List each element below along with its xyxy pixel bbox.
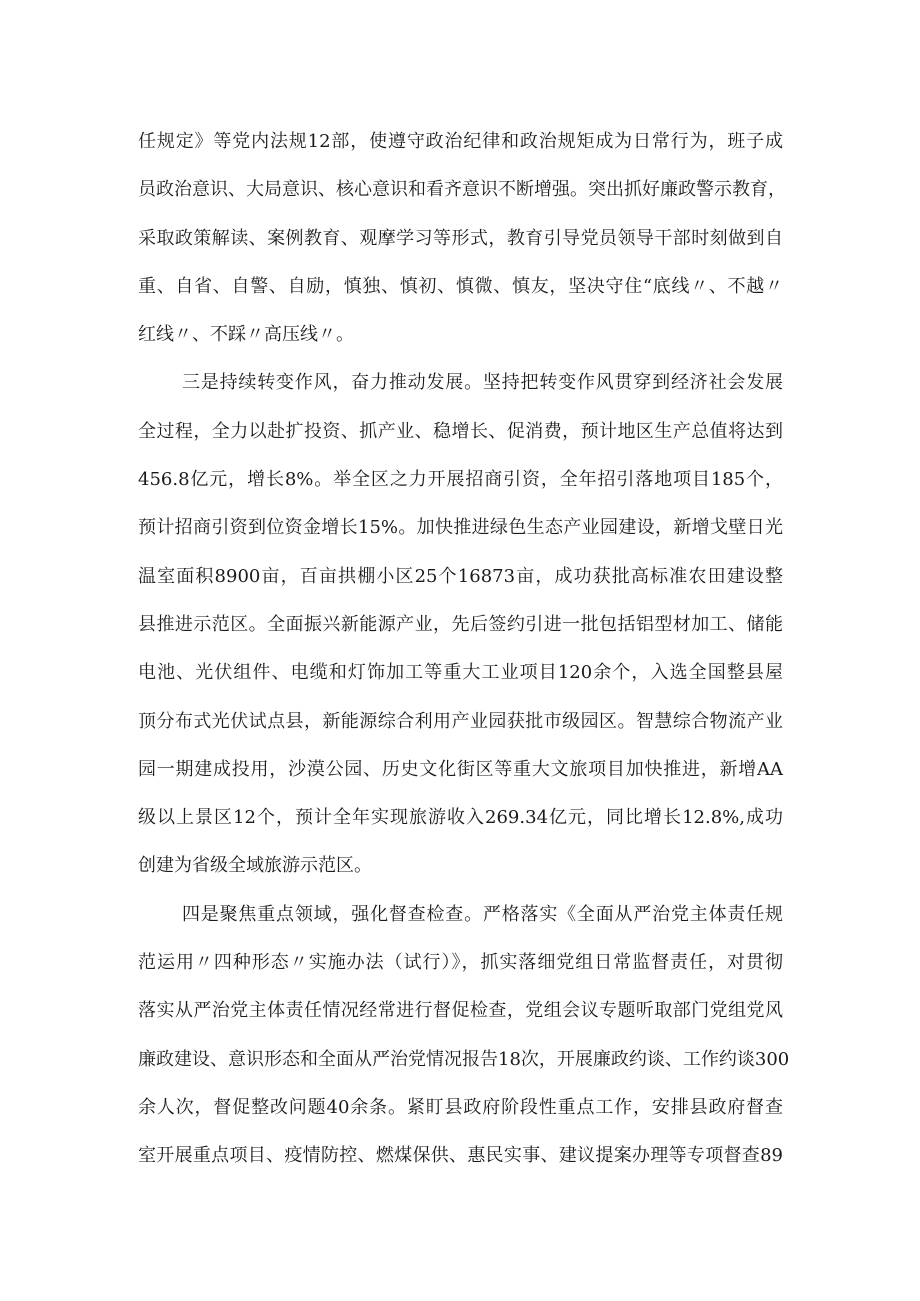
text-line: 落实从严治党主体责任情况经常进行督促检查，党组会议专题听取部门党组党风 — [138, 1000, 783, 1022]
text-line: 电池、光伏组件、电缆和灯饰加工等重大工业项目120余个，入选全国整县屋 — [138, 662, 783, 684]
text-line: 创建为省级全域旅游示范区。 — [138, 855, 372, 877]
text-line: 三是持续转变作风，奋力推动发展。坚持把转变作风贯穿到经济社会发展 — [182, 372, 783, 394]
paragraph-continuation — [138, 118, 786, 359]
text-line: 员政治意识、大局意识、核心意识和看齐意识不断增强。突出抓好廉政警示教育， — [138, 179, 786, 201]
text-line: 温室面积8900亩，百亩拱棚小区25个16873亩，成功获批高标准农田建设整 — [138, 565, 783, 587]
text-line: 全过程，全力以赴扩投资、抓产业、稳增长、促消费，预计地区生产总值将达到 — [138, 420, 783, 442]
paragraph-four — [138, 891, 790, 1181]
paragraph-three — [138, 359, 783, 890]
text-line: 任规定》等党内法规12部，使遵守政治纪律和政治规矩成为日常行为，班子成 — [138, 131, 783, 152]
text-line: 重、自省、自警、自励，慎独、慎初、慎微、慎友，坚决守住“底线〃、不越〃 — [138, 275, 783, 297]
text-line: 红线〃、不踩〃高压线〃。 — [138, 324, 354, 346]
text-line: 456.8亿元，增长8%。举全区之力开展招商引资，全年招引落地项目185个， — [138, 469, 783, 491]
text-line: 县推进示范区。全面振兴新能源产业，先后签约引进一批包括铝型材加工、储能 — [138, 613, 783, 635]
text-line: 室开展重点项目、疫情防控、燃煤保供、惠民实事、建议提案办理等专项督查89 — [138, 1145, 783, 1167]
text-line: 廉政建设、意识形态和全面从严治党情况报告18次，开展廉政约谈、工作约谈300 — [138, 1048, 790, 1070]
document-body — [138, 118, 790, 1181]
text-line: 园一期建成投用，沙漠公园、历史文化街区等重大文旅项目加快推进，新增AA — [138, 758, 783, 780]
text-line: 顶分布式光伏试点县，新能源综合利用产业园获批市级园区。智慧综合物流产业 — [138, 710, 783, 732]
text-line: 四是聚焦重点领域，强化督查检查。严格落实《全面从严治党主体责任规 — [182, 903, 783, 925]
text-line: 余人次，督促整改问题40余条。紧盯县政府阶段性重点工作，安排县政府督查 — [138, 1096, 783, 1118]
text-line: 级以上景区12个，预计全年实现旅游收入269.34亿元，同比增长12.8%,成功 — [138, 807, 783, 829]
text-line: 采取政策解读、案例教育、观摩学习等形式，教育引导党员领导干部时刻做到自 — [138, 227, 783, 249]
text-line: 范运用〃四种形态〃实施办法（试行）》，抓实落细党组日常监督责任，对贯彻 — [138, 952, 783, 974]
text-line: 预计招商引资到位资金增长15%。加快推进绿色生态产业园建设，新增戈壁日光 — [138, 517, 783, 539]
